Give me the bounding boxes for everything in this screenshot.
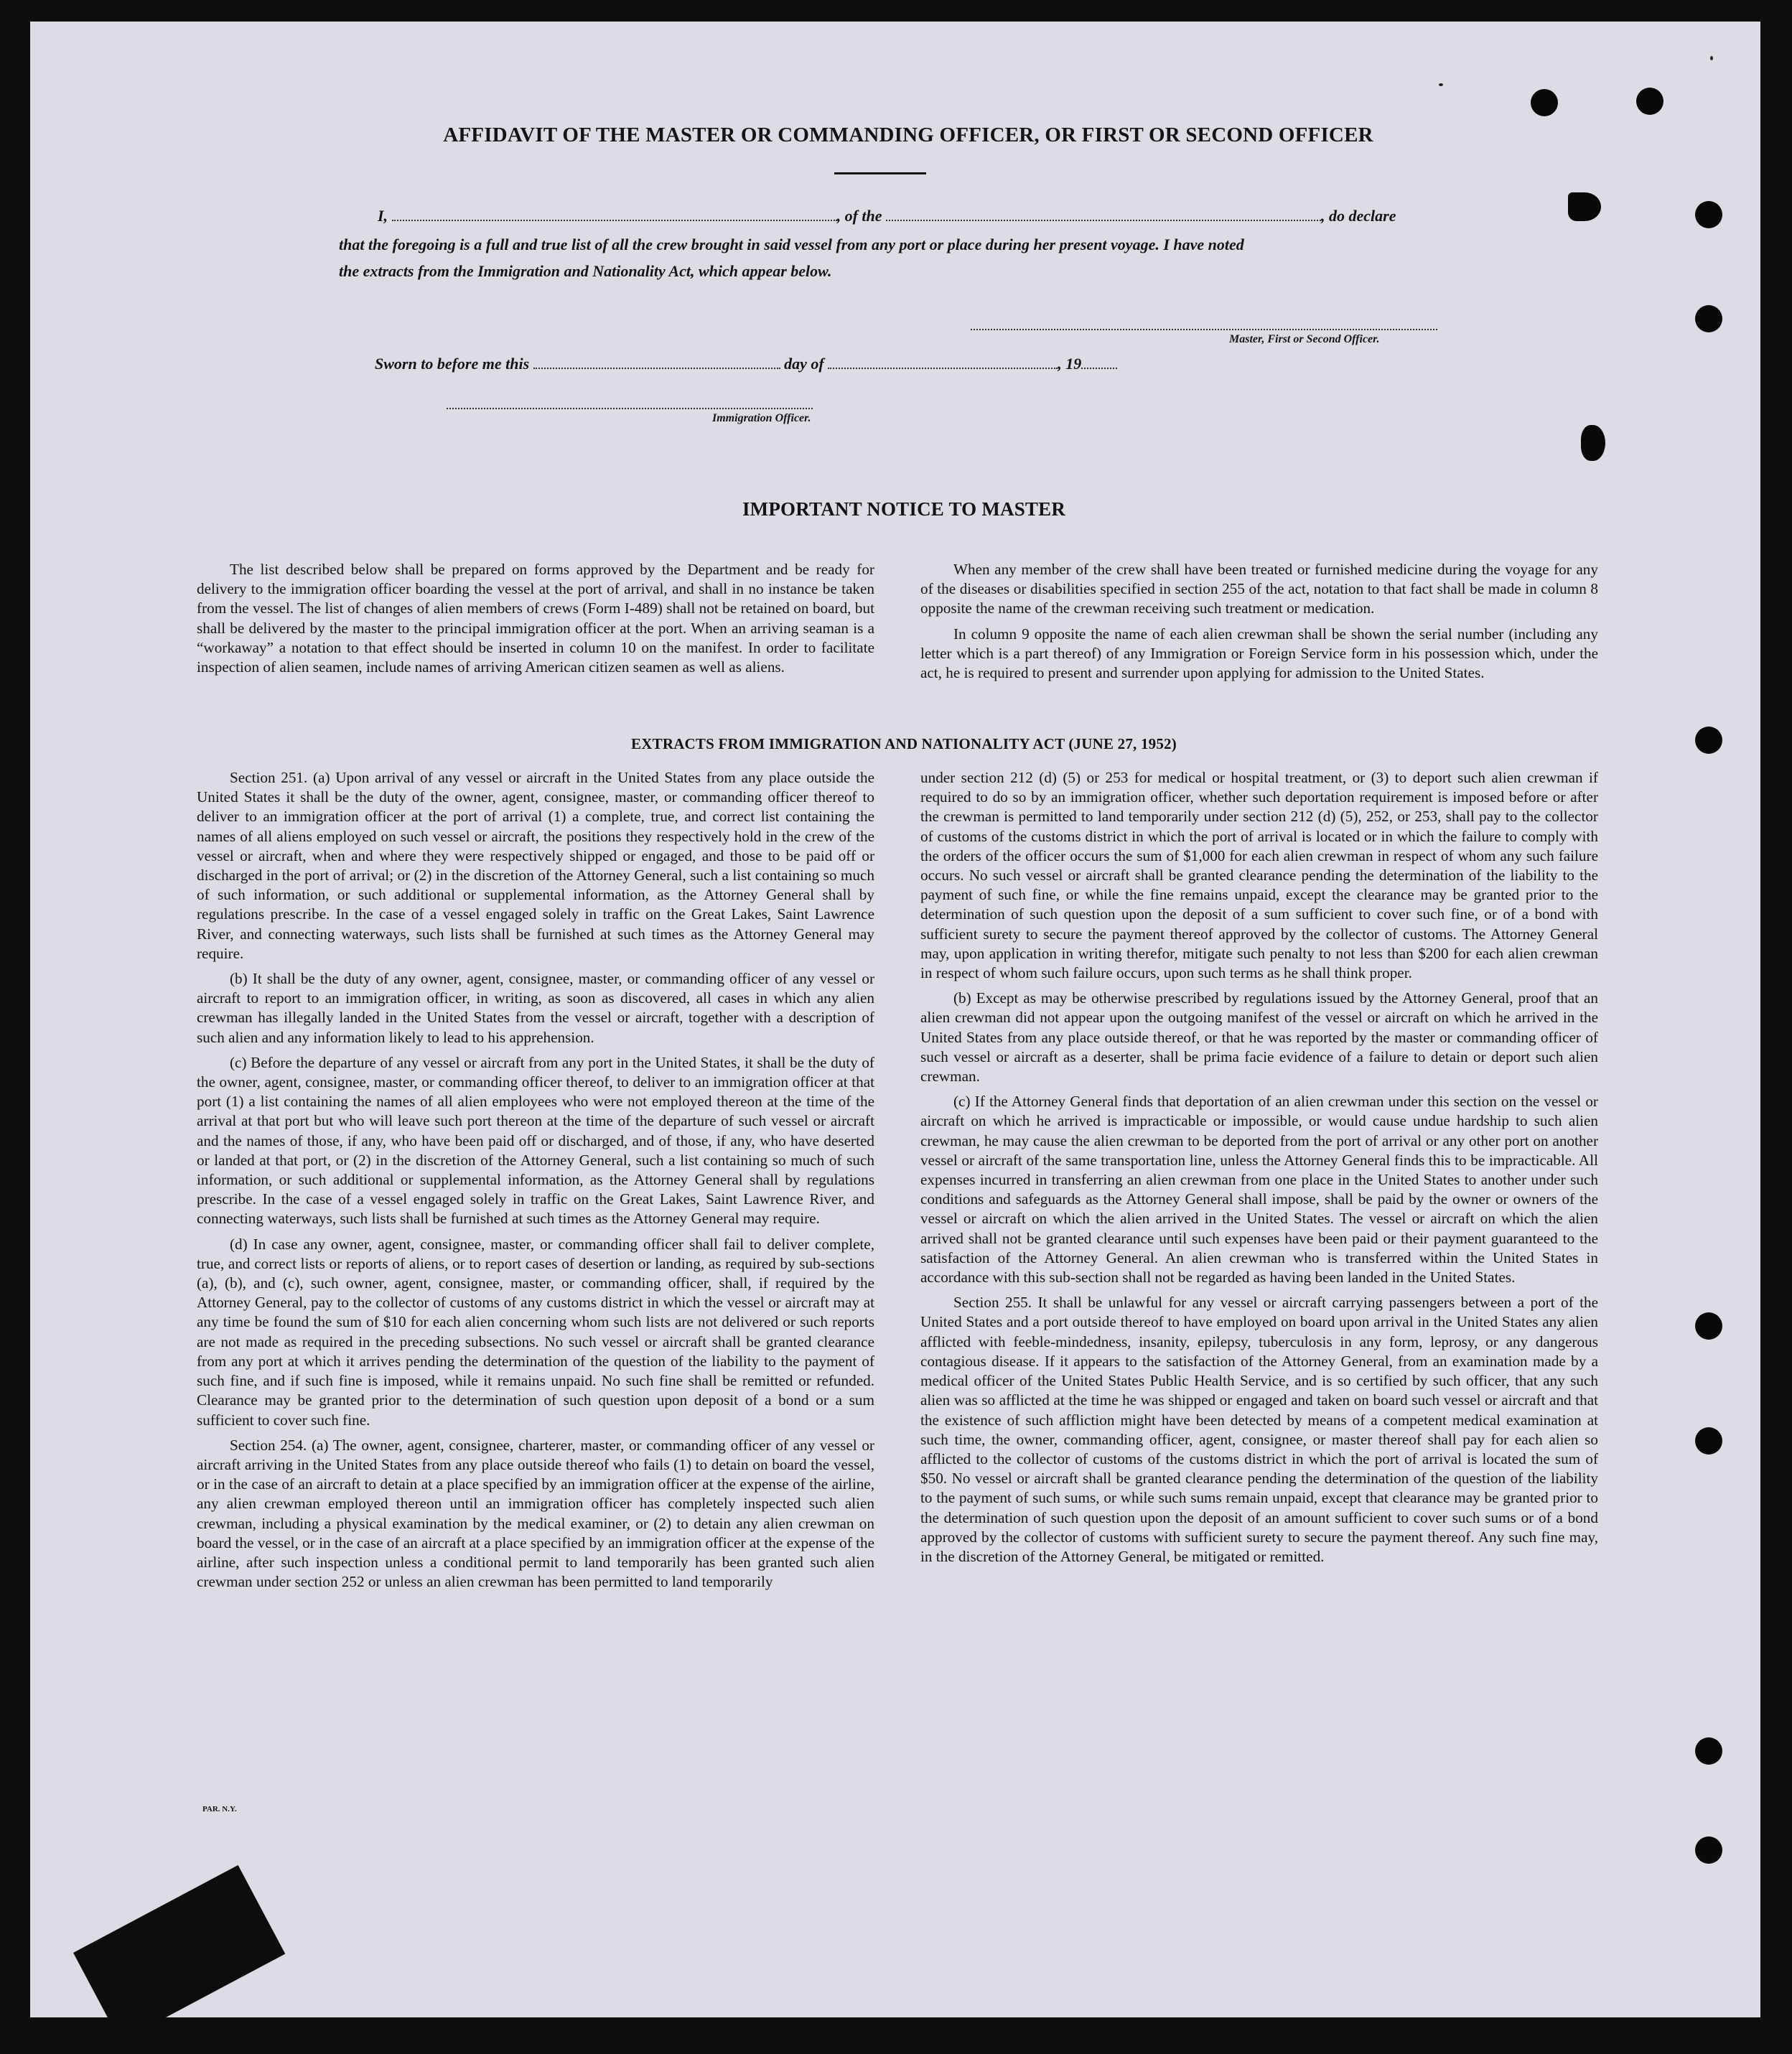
ink-speck <box>1439 83 1443 86</box>
notice-paragraph: When any member of the crew shall have been treated or furnished medicine during the voyage for any of the diseases or disabilities specified in section 255 of the act, notation to that fact shall be made in column 8 opposite the name of the crewman receiving such treatment or medication. <box>920 561 1598 617</box>
declarant-line <box>378 207 1396 225</box>
declarant-name-field[interactable] <box>392 213 837 221</box>
extracts-left-column <box>197 768 874 1597</box>
section-paragraph: (b) Except as may be otherwise prescribed by regulations issued by the Attorney General, proof that an alien crewman did not appear upon the outgoing manifest of the vessel or aircraft on which he arrived in the United States from any place outside thereof, or that he was reported by the master or commanding officer of such vessel or aircraft as a deserter, shall be prima facie evidence of a failure to detain or deport such alien crewman. <box>920 989 1598 1086</box>
notice-paragraph: The list described below shall be prepared on forms approved by the Department and be ready for delivery to the immigration officer boarding the vessel at the port of arrival, and shall in no instance be taken from the vessel. The list of changes of alien members of crews (Form I-489) shall not be retained on board, but shall be delivered by the master to the principal immigration officer at the port. When an arriving seaman is a “workaway” a notation to that effect should be inserted in column 10 on the manifest. In order to facilitate inspection of alien seamen, include names of arriving American citizen seamen as well as aliens. <box>197 561 874 676</box>
extracts-title: EXTRACTS FROM IMMIGRATION AND NATIONALITY ACT (JUNE 27, 1952) <box>631 735 1177 752</box>
sworn-year-field[interactable] <box>1081 360 1117 369</box>
ink-speck <box>1710 56 1713 60</box>
declaration-line-2: the extracts from the Immigration and Nationality Act, which appear below. <box>339 262 832 280</box>
punch-hole <box>1636 88 1663 115</box>
punch-hole <box>1695 1427 1722 1455</box>
notice-paragraph: In column 9 opposite the name of each alien crewman shall be shown the serial number (including any letter which is a part thereof) of any Immigration or Foreign Service form in his possession which, under the act, he is required to present and surrender upon applying for admission to the United States. <box>920 625 1598 682</box>
section-paragraph: (d) In case any owner, agent, consignee, master, or commanding officer shall fail to deliver complete, true, and correct lists or reports of aliens, or to report cases of desertion or landing, as required by sub-sections (a), (b), and (c), such owner, agent, consignee, master, or commanding officer, shall, if required by the Attorney General, pay to the collector of customs of any customs district in which the vessel or aircraft may at any time be found the sum of $10 for each alien concerning whom such lists are not delivered or such reports are not made as required in the preceding subsections. No such vessel or aircraft shall be granted clearance from any port at which it arrives pending the determination of the question of the liability to the payment of such fine, and if such fine is imposed, while it remains unpaid. No such fine shall be remitted or refunded. Clearance may be granted prior to the determination of such question upon deposit of a bond or a sum sufficient to cover such fine. <box>197 1235 874 1429</box>
punch-hole <box>1581 425 1605 461</box>
vessel-name-field[interactable] <box>886 213 1321 221</box>
sworn-line <box>375 355 1117 373</box>
section-paragraph: (c) Before the departure of any vessel or aircraft from any port in the United States, it shall be the duty of the owner, agent, consignee, master, or commanding officer thereof, to deliver to an immigration officer at that port (1) a list containing the names of all alien employees who were not employed thereon at the time of the arrival at that port but who will leave such port thereon at the time of the departure of such vessel or aircraft and the names of those, if any, who have been paid off or discharged, and of those, if any, who have deserted or landed at that port, or (2) in the discretion of the Attorney General, such a list containing so much of such information, or such additional or supplemental information, as the Attorney General shall by regulations prescribe. In the case of a vessel engaged solely in traffic on the Great Lakes, Saint Lawrence River, and connecting waterways, such lists shall be furnished at such times as the Attorney General may require. <box>197 1053 874 1228</box>
do-declare-label: , do declare <box>1321 207 1396 225</box>
declaration-line-1: that the foregoing is a full and true list of all the crew brought in said vessel from any port or place during her present voyage. I have noted <box>339 235 1244 253</box>
punch-hole <box>1531 89 1558 116</box>
extracts-right-column <box>920 768 1598 1572</box>
notice-right-column <box>920 560 1598 688</box>
document-page <box>30 22 1760 2017</box>
i-label: I, <box>378 207 388 225</box>
day-of-label: day of <box>784 355 824 373</box>
punch-hole <box>1695 1737 1722 1765</box>
punch-hole <box>1695 201 1722 228</box>
of-the-label: , of the <box>836 207 882 225</box>
officer-signature-line[interactable] <box>447 408 813 409</box>
notice-title: IMPORTANT NOTICE TO MASTER <box>742 498 1066 520</box>
printer-mark: PAR. N.Y. <box>202 1805 237 1813</box>
master-signature-line[interactable] <box>971 329 1437 330</box>
title-underline <box>834 172 926 174</box>
notice-left-column <box>197 560 874 683</box>
punch-hole <box>1695 1836 1722 1864</box>
torn-corner <box>73 1865 285 2017</box>
section-paragraph: under section 212 (d) (5) or 253 for medical or hospital treatment, or (3) to deport such alien crewman if required to do so by an immigration officer, whether such deportation requirement is imposed before or after the crewman is permitted to land temporarily under section 212 (d) (5), 252, or 253, shall pay to the collector of customs of the customs district in which the port of arrival is located or in which the failure to comply with the orders of the officer occurs the sum of $1,000 for each alien crewman in respect of whom any such failure occurs. No such vessel or aircraft shall be granted clearance pending the determination of the liability to the payment of such fine, or while the fine remains unpaid, except the clearance may be granted prior to the determination of such question upon the deposit of a sum sufficient to cover such fine, or of a bond with sufficient surety to secure the payment thereof approved by the collector of customs. The Attorney General may, upon application in writing therefor, mitigate such penalty to not less than $200 for each alien crewman in respect of whom such failure occurs, upon such terms as he shall think proper. <box>920 769 1598 982</box>
year-label: , 19 <box>1058 355 1082 373</box>
section-paragraph: (c) If the Attorney General finds that deportation of an alien crewman under this section on the vessel or aircraft on which he arrived is impracticable or impossible, or would cause undue hardship to such alien crewman, he may cause the alien crewman to be deported from the port of arrival or any other port on another vessel or aircraft of the same transportation line, unless the Attorney General finds this to be impracticable. All expenses incurred in transferring an alien crewman from one place in the United States to another under such conditions and safeguards as the Attorney General shall impose, shall be paid by the owner or owners of the vessel or aircraft on which the alien arrived in the United States. The vessel or aircraft on which the alien arrived shall not be granted clearance until such expenses have been paid or their payment guaranteed to the satisfaction of the Attorney General. An alien crewman who is transferred within the United States in accordance with this sub-section shall not be regarded as having been landed in the United States. <box>920 1093 1598 1287</box>
section-paragraph: Section 255. It shall be unlawful for any vessel or aircraft carrying passengers between a port of the United States and a port outside thereof to have employed on board upon arrival in the United States any alien afflicted with feeble-mindedness, insanity, epilepsy, tuberculosis in any form, leprosy, or any dangerous contagious disease. If it appears to the satisfaction of the Attorney General, from an examination made by a medical officer of the United States Public Health Service, and is so certified by such officer, that any such alien was so afflicted at the time he was shipped or engaged and taken on board such vessel or aircraft and that the existence of such affliction might have been detected by means of a competent medical examination at such time, the owner, commanding officer, agent, consignee, or master thereof shall pay for each alien so afflicted to the collector of customs of the customs district in which the port of arrival is located the sum of $50. No vessel or aircraft shall be granted clearance pending the determination of the question of the liability to the payment of such sums, or while such sums remain unpaid, except that clearance may be granted prior to the determination of such question upon the deposit of an amount sufficient to cover such sums or of a bond approved by the collector of customs with sufficient surety to secure the payment thereof. Any such fine may, in the discretion of the Attorney General, be mitigated or remitted. <box>920 1294 1598 1565</box>
punch-hole <box>1695 305 1722 332</box>
master-signature-label: Master, First or Second Officer. <box>1229 333 1380 345</box>
section-paragraph: Section 254. (a) The owner, agent, consignee, charterer, master, or commanding officer of any vessel or aircraft arriving in the United States from any place outside thereof who fails (1) to detain on board the vessel, or in the case of an aircraft to detain at a place specified by an immigration officer at the expense of the airline, any alien crewman employed thereon until an immigration officer has completely inspected such alien crewman, including a physical examination by the medical examiner, or (2) to detain any alien crewman on board the vessel, or in the case of an aircraft at a place specified by an immigration officer at the expense of the airline, after such inspection unless a conditional permit to land temporarily has been granted such alien crewman under section 252 or unless an alien crewman has been permitted to land temporarily <box>197 1436 874 1591</box>
punch-hole <box>1568 192 1601 221</box>
sworn-month-field[interactable] <box>828 360 1058 369</box>
punch-hole <box>1695 1312 1722 1340</box>
section-paragraph: Section 251. (a) Upon arrival of any vessel or aircraft in the United States from any place outside the United States it shall be the duty of the owner, agent, consignee, master, or commanding officer thereof to deliver to an immigration officer at the port of arrival (1) a complete, true, and correct list containing the names of all aliens employed on such vessel or aircraft, the positions they respectively hold in the crew of the vessel or aircraft, when and where they were respectively shipped or engaged, and those to be paid off or discharged in the port of arrival; or (2) in the discretion of the Attorney General, such a list containing so much of such information, or such additional or supplemental information, as the Attorney General shall by regulations prescribe. In the case of a vessel engaged solely in traffic on the Great Lakes, Saint Lawrence River, and connecting waterways, such lists shall be furnished at such times as the Attorney General may require. <box>197 769 874 962</box>
sworn-day-field[interactable] <box>533 360 780 369</box>
officer-signature-label: Immigration Officer. <box>712 412 811 424</box>
sworn-label: Sworn to before me this <box>375 355 530 373</box>
section-paragraph: (b) It shall be the duty of any owner, agent, consignee, master, or commanding officer of any vessel or aircraft to report to an immigration officer, in writing, as soon as discovered, all cases in which any alien crewman has illegally landed in the United States from the vessel or aircraft, together with a description of such alien and any information likely to lead to his apprehension. <box>197 970 874 1046</box>
affidavit-title: AFFIDAVIT OF THE MASTER OR COMMANDING OFFICER, OR FIRST OR SECOND OFFICER <box>443 123 1373 146</box>
